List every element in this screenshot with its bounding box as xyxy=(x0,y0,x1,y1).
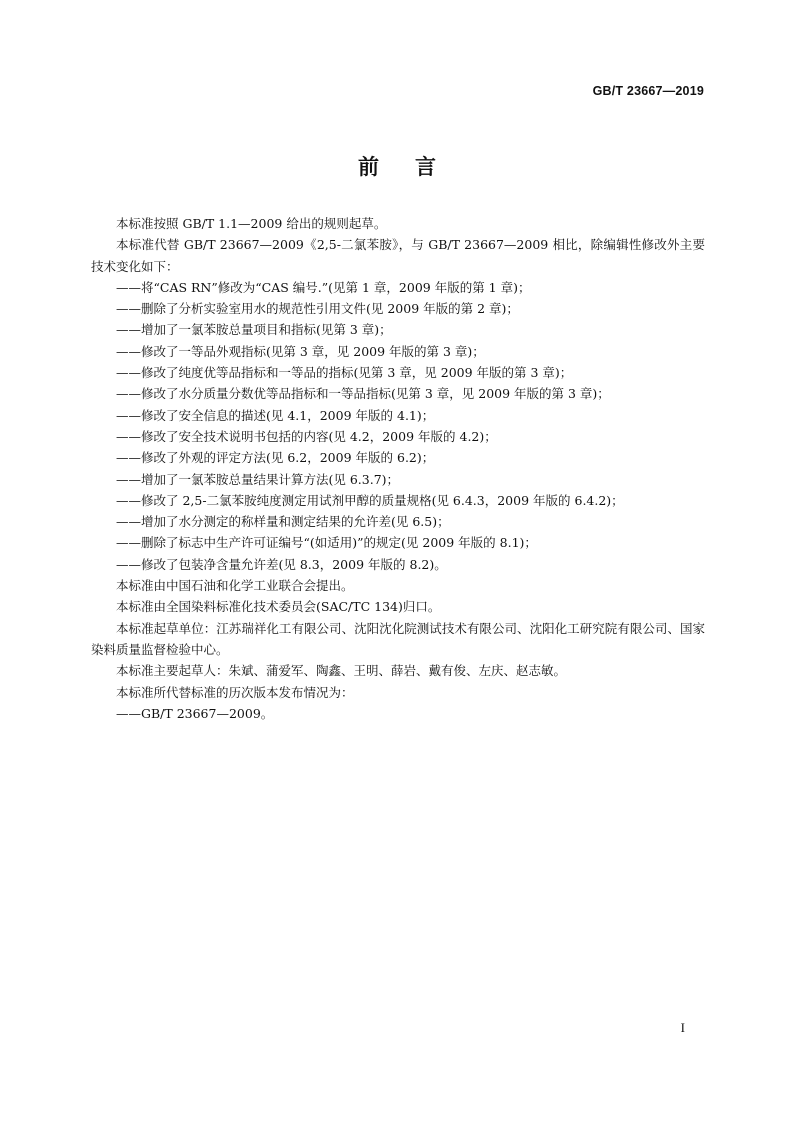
standard-number: GB/T 23667—2019 xyxy=(592,84,704,98)
paragraph-history-intro: 本标准所代替标准的历次版本发布情况为： xyxy=(116,684,354,700)
change-item: ——修改了 2,5-二氯苯胺纯度测定用试剂甲醇的质量规格(见 6.4.3，2009 年版的 6.4.2)； xyxy=(116,492,624,508)
foreword-body xyxy=(91,213,705,724)
paragraph-drafters: 本标准主要起草人：朱斌、蒲爱军、陶鑫、王明、薛岩、戴有俊、左庆、赵志敏。 xyxy=(116,663,567,679)
change-item: ——修改了外观的评定方法(见 6.2，2009 年版的 6.2)； xyxy=(116,450,435,466)
paragraph-replacement-note: 本标准代替 GB/T 23667—2009《2,5-二氯苯胺》，与 GB/T 23667—2009 相比，除编辑性修改外主要技术变化如下： xyxy=(91,237,705,274)
page-number: I xyxy=(680,1020,685,1035)
change-item: ——增加了一氯苯胺总量结果计算方法(见 6.3.7)； xyxy=(116,471,400,487)
change-item: ——修改了安全信息的描述(见 4.1，2009 年版的 4.1)； xyxy=(116,407,435,423)
change-item: ——修改了包装净含量允许差(见 8.3，2009 年版的 8.2)。 xyxy=(116,556,447,572)
change-item: ——增加了一氯苯胺总量项目和指标(见第 3 章)； xyxy=(116,322,392,338)
paragraph-committee: 本标准由全国染料标准化技术委员会(SAC/TC 134)归口。 xyxy=(116,599,441,615)
paragraph-drafting-rules: 本标准按照 GB/T 1.1—2009 给出的规则起草。 xyxy=(116,216,387,231)
change-item: ——修改了水分质量分数优等品指标和一等品指标(见第 3 章，见 2009 年版的第 3 章)； xyxy=(116,386,610,402)
paragraph-drafting-units: 本标准起草单位：江苏瑞祥化工有限公司、沈阳沈化院测试技术有限公司、沈阳化工研究院有限公司、国家染料质量监督检验中心。 xyxy=(91,620,705,657)
change-item: ——修改了纯度优等品指标和一等品的指标(见第 3 章，见 2009 年版的第 3 章)； xyxy=(116,365,573,381)
change-item: ——增加了水分测定的称样量和测定结果的允许差(见 6.5)； xyxy=(116,514,450,530)
page-title: 前言 xyxy=(358,155,472,179)
change-item: ——修改了安全技术说明书包括的内容(见 4.2，2009 年版的 4.2)； xyxy=(116,428,497,444)
history-item: ——GB/T 23667—2009。 xyxy=(116,705,274,721)
change-item: ——将“CAS RN”修改为“CAS 编号.”(见第 1 章，2009 年版的第 1 章)； xyxy=(116,279,531,295)
change-item: ——删除了标志中生产许可证编号“(如适用)”的规定(见 2009 年版的 8.1)； xyxy=(116,535,537,551)
change-item: ——修改了一等品外观指标(见第 3 章，见 2009 年版的第 3 章)； xyxy=(116,343,485,359)
paragraph-proposer: 本标准由中国石油和化学工业联合会提出。 xyxy=(116,578,354,594)
change-item: ——删除了分析实验室用水的规范性引用文件(见 2009 年版的第 2 章)； xyxy=(116,301,519,317)
